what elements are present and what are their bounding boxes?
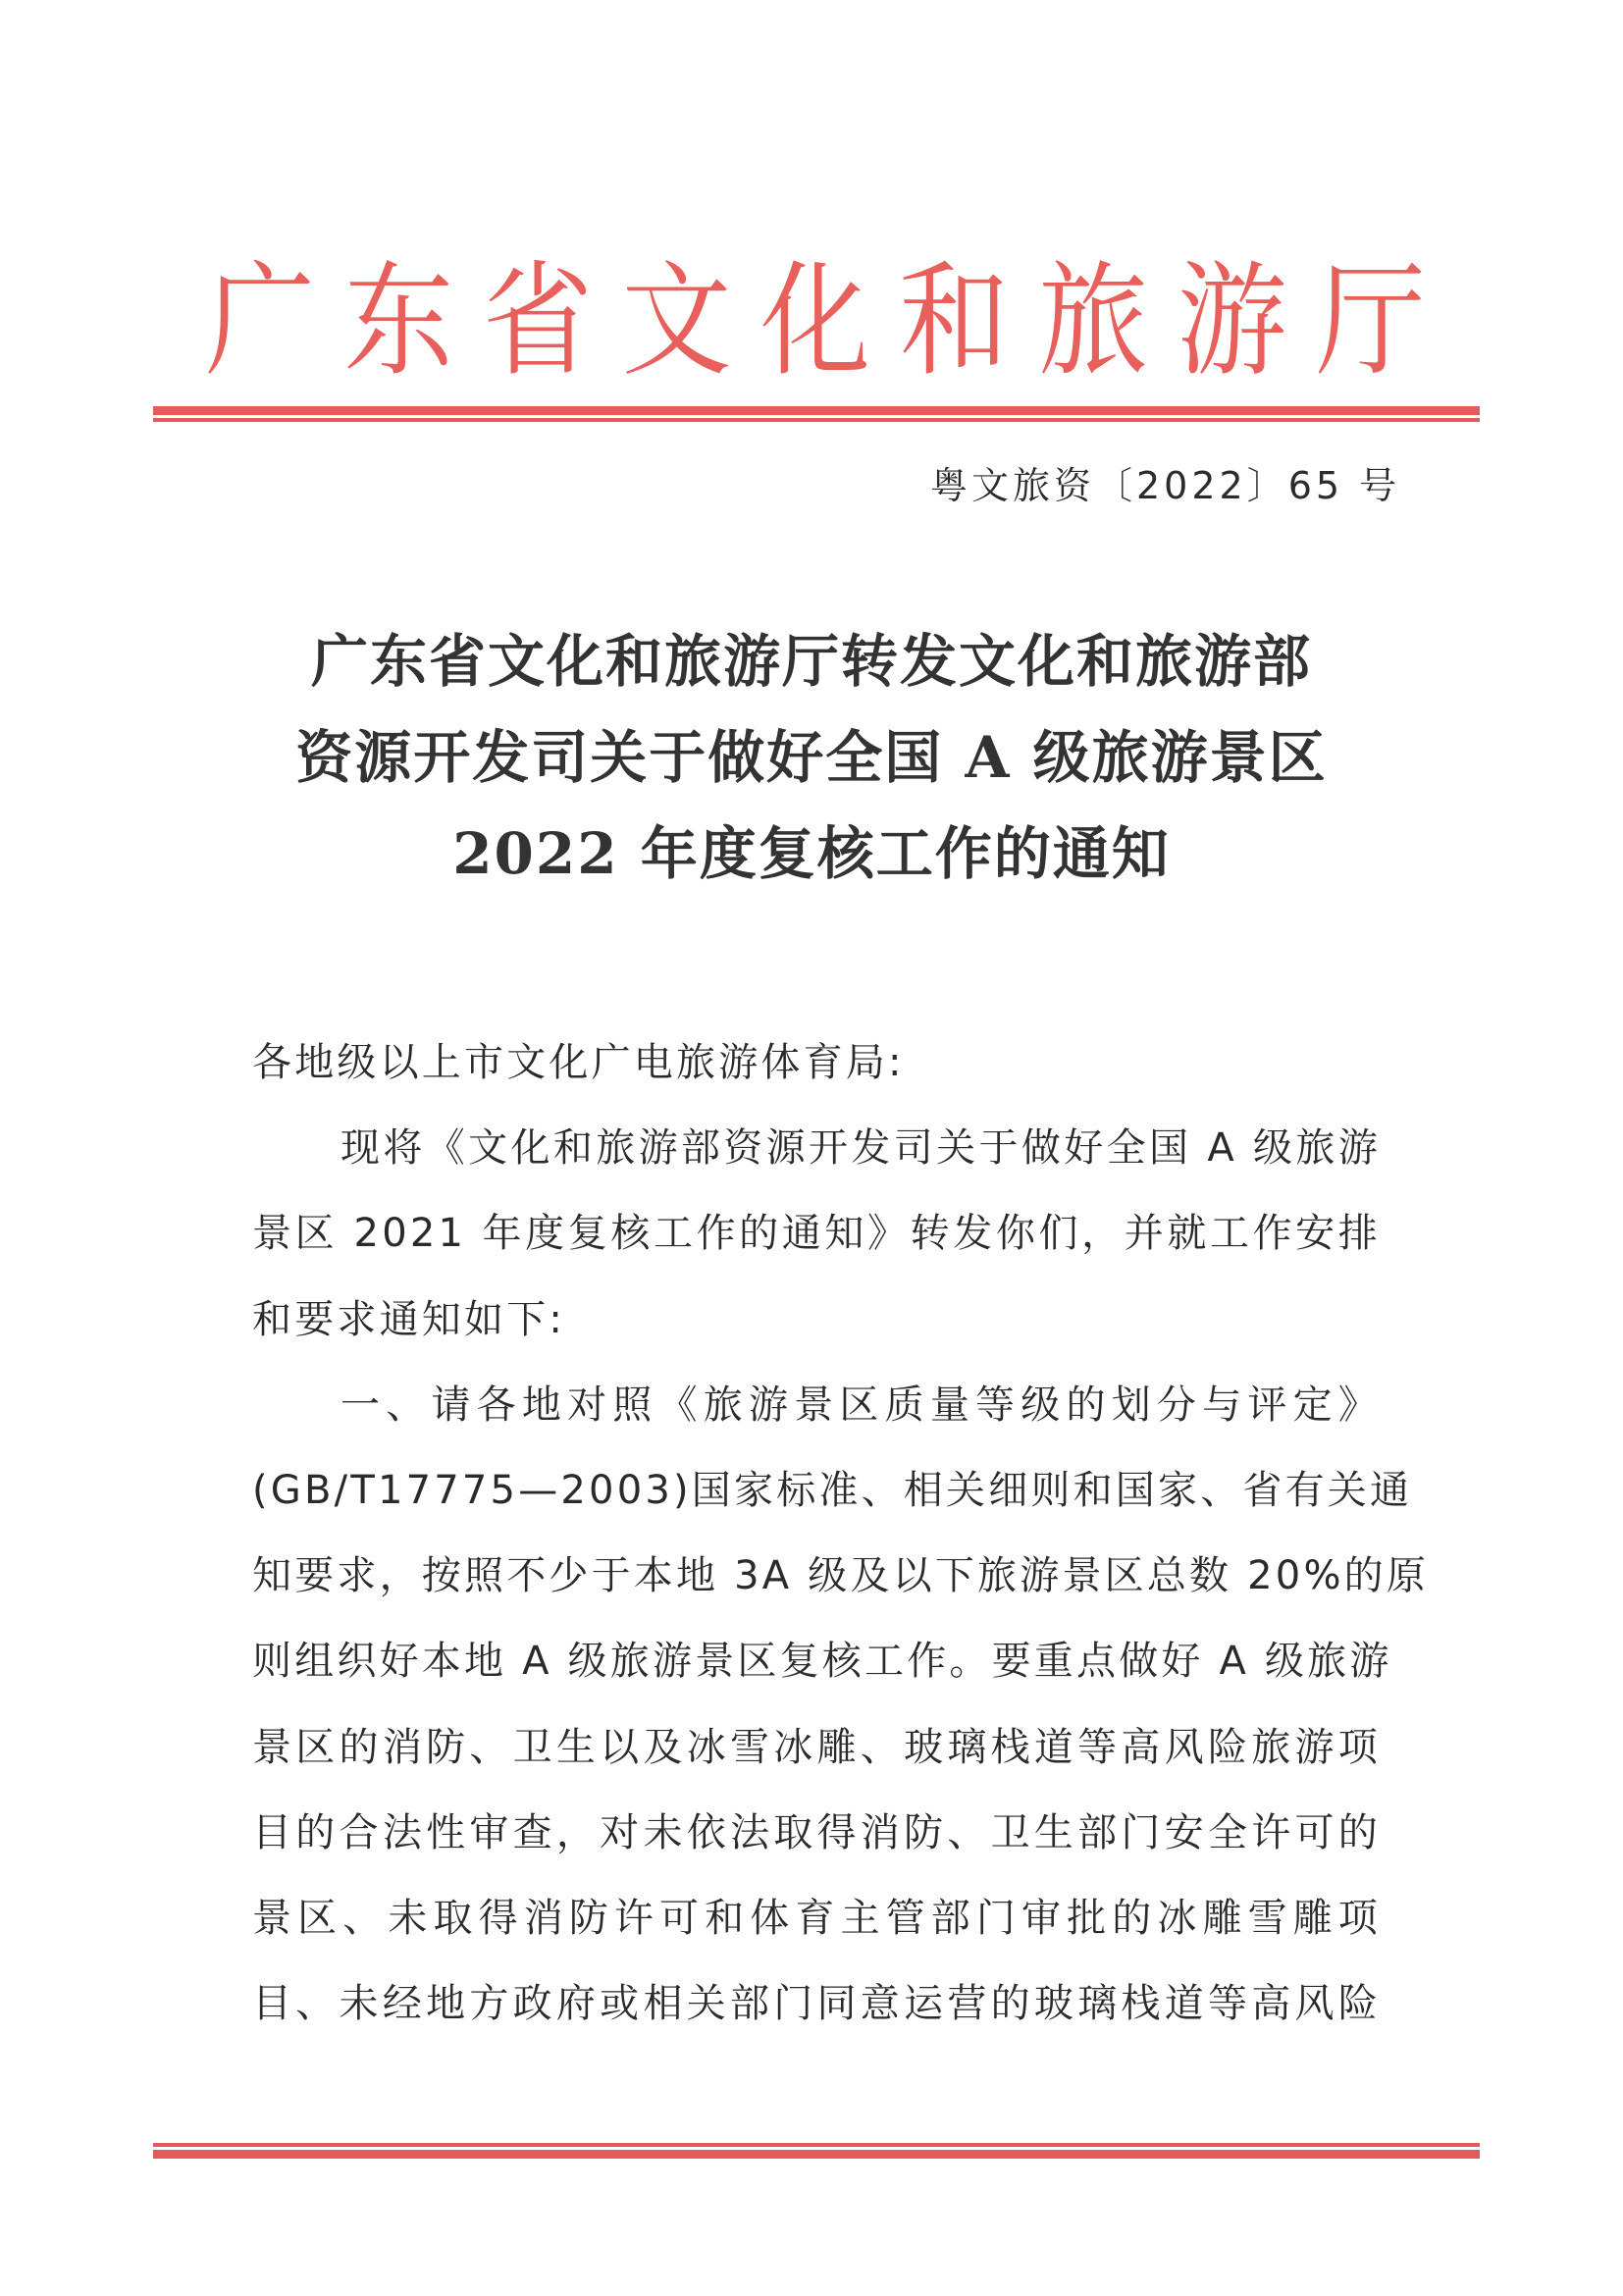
notice-title-line: 广东省文化和旅游厅转发文化和旅游部 bbox=[310, 628, 1312, 695]
masthead-char: 东 bbox=[343, 250, 454, 393]
masthead-char: 文 bbox=[621, 250, 732, 393]
masthead-char: 化 bbox=[760, 250, 870, 393]
notice-body bbox=[252, 1020, 1430, 2047]
masthead-title bbox=[196, 250, 1435, 393]
body-line: 景区的消防、卫生以及冰雪冰雕、玻璃栈道等高风险旅游项 bbox=[252, 1724, 1381, 1770]
body-line: 目、未经地方政府或相关部门同意运营的玻璃栈道等高风险 bbox=[252, 1981, 1381, 2027]
body-line: 知要求，按照不少于本地 3A 级及以下旅游景区总数 20%的原 bbox=[252, 1553, 1430, 1599]
masthead-char: 游 bbox=[1177, 250, 1287, 393]
notice-title-line: 2022 年度复核工作的通知 bbox=[452, 820, 1171, 887]
notice-title bbox=[196, 613, 1427, 902]
body-line: 景区 2021 年度复核工作的通知》转发你们，并就工作安排 bbox=[252, 1211, 1381, 1257]
masthead-rule-thick bbox=[153, 406, 1480, 415]
salutation: 各地级以上市文化广电旅游体育局: bbox=[252, 1040, 905, 1085]
body-line: 景区、未取得消防许可和体育主管部门审批的冰雕雪雕项 bbox=[252, 1895, 1381, 1941]
document-number: 粤文旅资〔2022〕65 号 bbox=[930, 464, 1401, 507]
masthead-char: 省 bbox=[483, 250, 593, 393]
body-line: 现将《文化和旅游部资源开发司关于做好全国 A 级旅游 bbox=[340, 1125, 1381, 1172]
footer-rule-thick bbox=[153, 2150, 1480, 2159]
masthead-char: 厅 bbox=[1316, 250, 1426, 393]
body-line: (GB/T17775—2003)国家标准、相关细则和国家、省有关通 bbox=[252, 1467, 1413, 1513]
body-line: 则组织好本地 A 级旅游景区复核工作。要重点做好 A 级旅游 bbox=[252, 1639, 1392, 1685]
body-line: 目的合法性审查，对未依法取得消防、卫生部门安全许可的 bbox=[252, 1809, 1381, 1855]
masthead-char: 广 bbox=[205, 250, 315, 393]
body-line: 一、请各地对照《旅游景区质量等级的划分与评定》 bbox=[340, 1382, 1381, 1428]
body-line: 和要求通知如下: bbox=[252, 1296, 566, 1342]
notice-title-line: 资源开发司关于做好全国 A 级旅游景区 bbox=[295, 724, 1328, 791]
masthead-char: 和 bbox=[899, 250, 1010, 393]
masthead-char: 旅 bbox=[1038, 250, 1148, 393]
masthead-rule-thin bbox=[153, 418, 1480, 422]
footer-rule-thin bbox=[153, 2143, 1480, 2147]
